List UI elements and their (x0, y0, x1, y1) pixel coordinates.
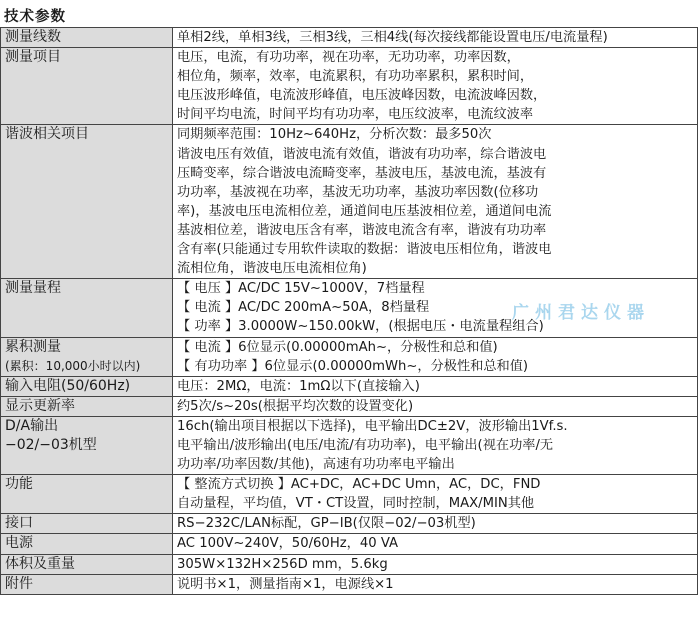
spec-row (1, 337, 698, 376)
spec-key-cell (1, 279, 173, 337)
spec-row (1, 534, 698, 554)
spec-value-line: 电平输出/波形输出(电压/电流/有功功率)，电平输出(视在功率/无 (177, 437, 554, 453)
spec-key-label: 电源 (5, 535, 33, 552)
spec-key-cell (1, 475, 173, 514)
spec-value-line: 率)，基波电压电流相位差，通道间电压基波相位差，通道间电流 (177, 203, 552, 219)
spec-key-label: 测量项目 (5, 49, 61, 66)
spec-value-line: 压畸变率，综合谐波电流畸变率，基波电压，基波电流，基波有 (177, 165, 547, 181)
spec-value-line: 时间平均电流，时间平均有功功率，电压纹波率，电流纹波率 (177, 107, 534, 123)
spec-value-line: 电压波形峰值，电流波形峰值，电压波峰因数，电流波峰因数， (177, 88, 547, 104)
spec-value-line: 说明书×1，测量指南×1，电源线×1 (177, 576, 394, 592)
spec-key-label: 输入电阻(50/60Hz) (5, 377, 131, 394)
spec-key-cell (1, 514, 173, 534)
spec-row (1, 574, 698, 594)
spec-row (1, 28, 698, 48)
spec-row (1, 396, 698, 416)
spec-key-cell (1, 574, 173, 594)
spec-key-label: 功能 (5, 476, 33, 493)
spec-value-line: 【 电流 】6位显示(0.00000mAh~，分极性和总和值) (177, 339, 498, 355)
spec-value-line: 自动量程，平均值，VT・CT设置，同时控制，MAX/MIN其他 (177, 496, 535, 512)
spec-row (1, 475, 698, 514)
spec-value-line: 【 电压 】AC/DC 15V~1000V，7档量程 (177, 281, 425, 297)
spec-key-cell (1, 48, 173, 125)
spec-value-line: 【 有功功率 】6位显示(0.00000mWh~，分极性和总和值) (177, 358, 529, 374)
spec-value-line: 功功率，基波视在功率，基波无功功率，基波功率因数(位移功 (177, 184, 539, 200)
spec-value-line: 305W×132H×256D mm，5.6kg (177, 556, 388, 572)
spec-value-line: 电压，电流，有功功率，视在功率，无功功率，功率因数， (177, 50, 520, 66)
spec-value-cell (173, 416, 698, 474)
spec-value-line: 16ch(输出项目根据以下选择)，电平输出DC±2V，波形输出1Vf.s. (177, 418, 568, 434)
spec-key-cell (1, 376, 173, 396)
spec-value-line: 流相位角，谐波电压电流相位角) (177, 261, 367, 277)
spec-value-line: 电压：2MΩ，电流：1mΩ以下(直接输入) (177, 378, 420, 394)
spec-key-cell (1, 554, 173, 574)
spec-key-label: 测量线数 (5, 29, 61, 45)
spec-value-line: 相位角，频率，效率，电流累积，有功功率累积，累积时间， (177, 69, 534, 85)
spec-value-cell (173, 554, 698, 574)
spec-value-cell (173, 534, 698, 554)
spec-key-line: D/A输出 (5, 417, 59, 434)
spec-value-line: 基波相位差，谐波电压含有率，谐波电流含有率，谐波有功功率 (177, 222, 547, 238)
spec-value-cell (173, 574, 698, 594)
spec-key-line: −02/−03机型 (5, 436, 97, 453)
spec-key-label: 显示更新率 (5, 397, 75, 414)
spec-row (1, 554, 698, 574)
spec-key-cell (1, 28, 173, 48)
spec-key-cell (1, 534, 173, 554)
spec-value-line: 单相2线，单相3线，三相3线，三相4线(每次接线都能设置电压/电流量程) (177, 30, 608, 45)
spec-key-cell (1, 125, 173, 279)
spec-value-line: 【 功率 】3.0000W~150.00kW，(根据电压・电流量程组合) (177, 319, 544, 335)
spec-value-cell (173, 125, 698, 279)
spec-value-line: 谐波电压有效值，谐波电流有效值，谐波有功功率，综合谐波电 (177, 146, 547, 162)
section-title: 技术参数 (4, 9, 66, 25)
spec-value-line: 功功率/功率因数/其他)，高速有功功率电平输出 (177, 457, 455, 473)
spec-value-line: 含有率(只能通过专用软件读取的数据：谐波电压相位角，谐波电 (177, 242, 552, 258)
spec-value-cell (173, 514, 698, 534)
spec-key-label: 测量量程 (5, 280, 61, 297)
spec-key-cell (1, 396, 173, 416)
spec-value-cell (173, 376, 698, 396)
spec-key-label: 体积及重量 (5, 555, 75, 572)
spec-value-line: RS−232C/LAN标配，GP−IB(仅限−02/−03机型) (177, 516, 476, 532)
spec-key-note: (累积：10,000小时以内) (5, 358, 141, 373)
spec-key-cell (1, 337, 173, 376)
watermark-text: 广州君达仪器 (512, 303, 650, 323)
spec-key-label: 谐波相关项目 (5, 126, 89, 143)
spec-value-line: AC 100V~240V，50/60Hz，40 VA (177, 536, 399, 552)
spec-value-cell (173, 396, 698, 416)
spec-value-line: 同期频率范围：10Hz~640Hz，分析次数：最多50次 (177, 127, 492, 143)
spec-value-cell (173, 475, 698, 514)
spec-key-label: 接口 (5, 515, 33, 532)
spec-row (1, 376, 698, 396)
spec-value-line: 约5次/s~20s(根据平均次数的设置变化) (177, 398, 414, 414)
spec-value-line: 【 电流 】AC/DC 200mA~50A，8档量程 (177, 300, 430, 316)
spec-value-line: 【 整流方式切换 】AC+DC，AC+DC Umn，AC，DC，FND (177, 477, 541, 493)
spec-row (1, 416, 698, 474)
spec-value-cell (173, 28, 698, 48)
spec-key-label: 附件 (5, 575, 33, 592)
spec-row (1, 514, 698, 534)
spec-key-label: 累积测量 (5, 338, 61, 355)
spec-key-cell (1, 416, 173, 474)
spec-row (1, 125, 698, 279)
spec-value-cell (173, 48, 698, 125)
spec-value-cell (173, 337, 698, 376)
spec-row (1, 48, 698, 125)
